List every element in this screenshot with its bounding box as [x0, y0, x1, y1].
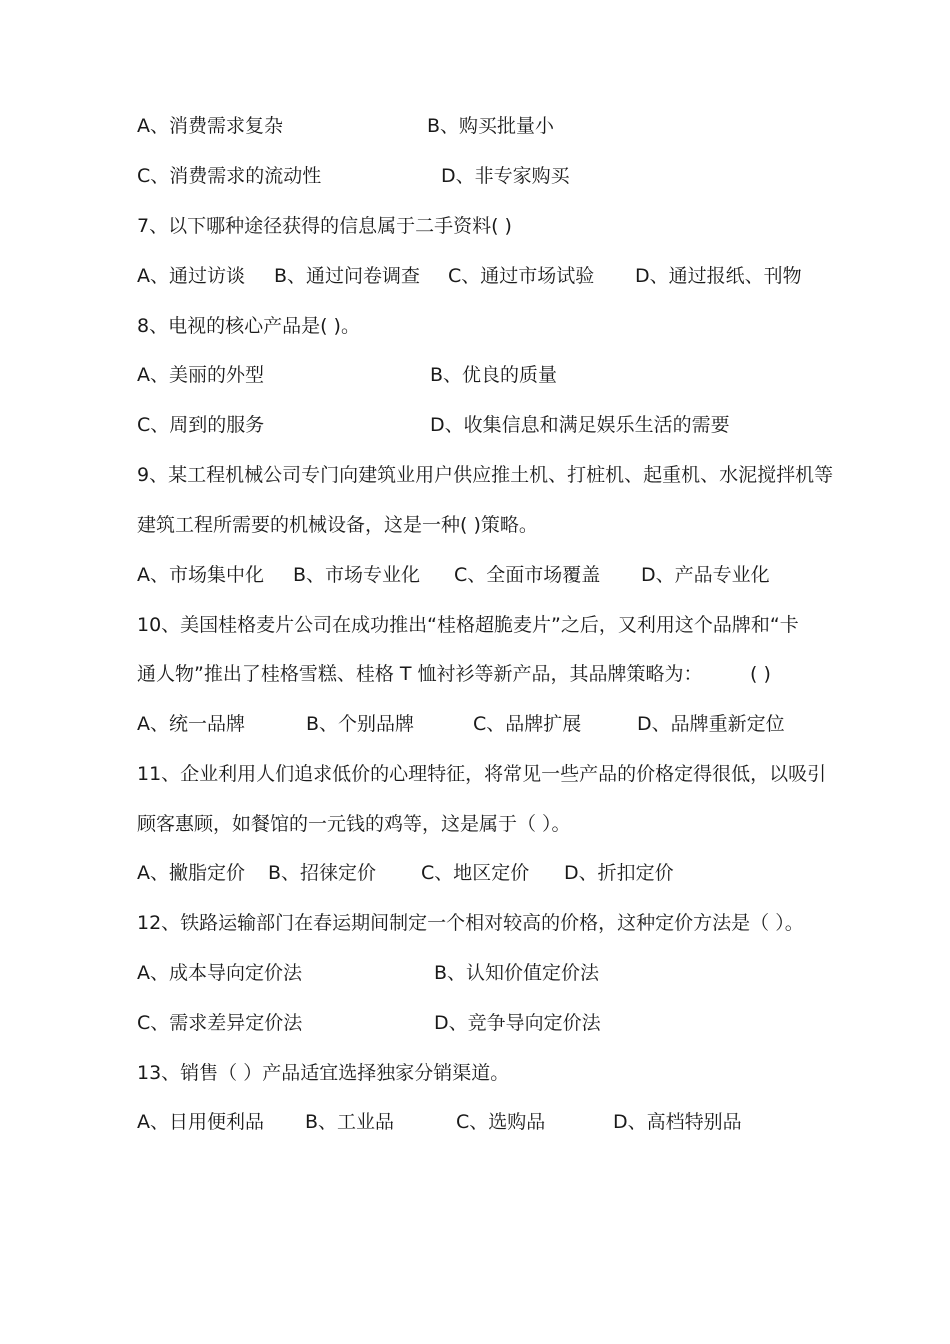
- option-a: A、通过访谈: [137, 265, 245, 287]
- option-c: C、消费需求的流动性: [137, 165, 322, 187]
- option-a: A、美丽的外型: [137, 364, 264, 386]
- option-d: D、竞争导向定价法: [434, 1012, 601, 1034]
- option-b: B、招徕定价: [268, 862, 377, 884]
- option-d: D、通过报纸、刊物: [635, 265, 802, 287]
- option-d: D、高档特别品: [613, 1111, 742, 1133]
- option-a: A、成本导向定价法: [137, 962, 302, 984]
- option-a: A、统一品牌: [137, 713, 245, 735]
- option-d: D、折扣定价: [564, 862, 674, 884]
- option-b: B、市场专业化: [293, 564, 421, 586]
- option-c: C、选购品: [456, 1111, 546, 1133]
- question-text: 13、销售（ ）产品适宜选择独家分销渠道。: [137, 1062, 510, 1084]
- option-d: D、非专家购买: [441, 165, 570, 187]
- option-b: B、工业品: [305, 1111, 395, 1133]
- option-b: B、通过问卷调查: [274, 265, 421, 287]
- option-b: B、优良的质量: [430, 364, 558, 386]
- question-text: 顾客惠顾，如餐馆的一元钱的鸡等，这是属于（ ）。: [137, 813, 571, 835]
- option-d: D、收集信息和满足娱乐生活的需要: [430, 414, 730, 436]
- option-a: A、日用便利品: [137, 1111, 264, 1133]
- question-text: 10、美国桂格麦片公司在成功推出“桂格超脆麦片”之后，又利用这个品牌和“卡: [137, 614, 799, 636]
- option-d: D、产品专业化: [641, 564, 770, 586]
- option-d: D、品牌重新定位: [637, 713, 785, 735]
- question-text: 建筑工程所需要的机械设备，这是一种( )策略。: [137, 514, 538, 536]
- option-c: C、需求差异定价法: [137, 1012, 303, 1034]
- question-text: 11、企业利用人们追求低价的心理特征，将常见一些产品的价格定得很低，以吸引: [137, 763, 827, 785]
- option-a: A、撇脂定价: [137, 862, 245, 884]
- question-text: 7、以下哪种途径获得的信息属于二手资料( ): [137, 215, 512, 237]
- question-text: 通人物”推出了桂格雪糕、桂格 T 恤衬衫等新产品，其品牌策略为：: [137, 663, 703, 685]
- option-c: C、全面市场覆盖: [454, 564, 601, 586]
- answer-blank: ( ): [750, 663, 771, 685]
- option-b: B、认知价值定价法: [434, 962, 600, 984]
- option-c: C、周到的服务: [137, 414, 265, 436]
- question-text: 9、某工程机械公司专门向建筑业用户供应推土机、打桩机、起重机、水泥搅拌机等: [137, 464, 834, 486]
- option-a: A、市场集中化: [137, 564, 264, 586]
- question-text: 12、铁路运输部门在春运期间制定一个相对较高的价格，这种定价方法是（ ）。: [137, 912, 804, 934]
- option-c: C、地区定价: [421, 862, 530, 884]
- option-b: B、个别品牌: [306, 713, 415, 735]
- option-c: C、通过市场试验: [448, 265, 595, 287]
- option-c: C、品牌扩展: [473, 713, 582, 735]
- question-text: 8、电视的核心产品是( )。: [137, 315, 360, 337]
- option-a: A、消费需求复杂: [137, 115, 283, 137]
- option-b: B、购买批量小: [427, 115, 555, 137]
